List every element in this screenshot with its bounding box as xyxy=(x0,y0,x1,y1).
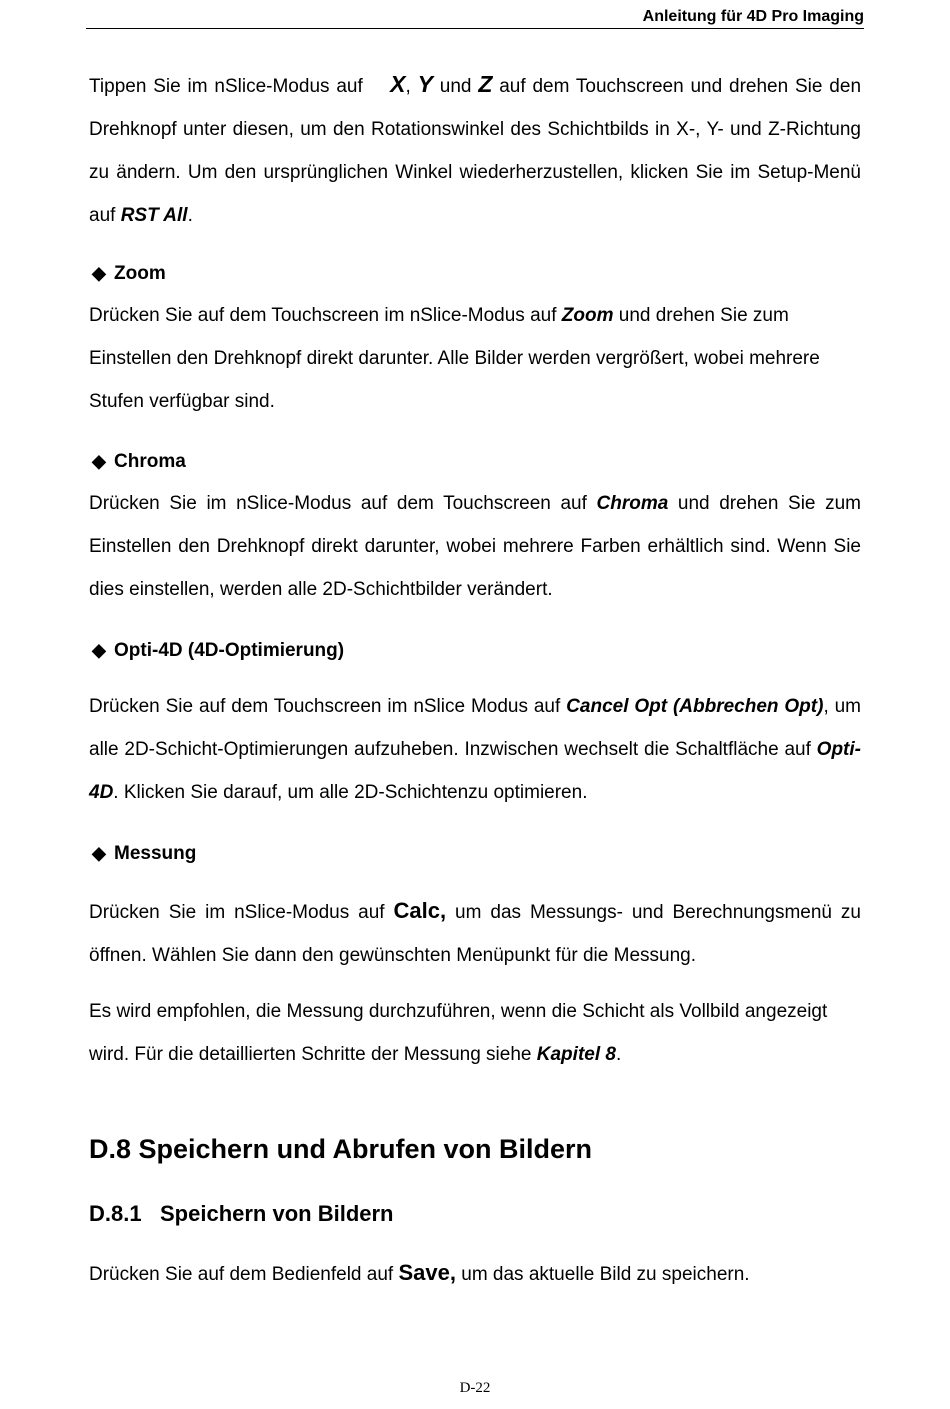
opti-heading xyxy=(92,638,344,663)
opti-4d-ref: Opti-4D xyxy=(89,739,861,803)
text-run: Tippen Sie im nSlice-Modus auf xyxy=(89,76,370,97)
text-run: um das Messungs- und Berechnungsmenü zu öffnen. Wählen Sie dann den gewünschten Menüpunkt für die Messung. xyxy=(89,902,862,966)
heading-text: Zoom xyxy=(114,263,166,284)
diamond-bullet-icon: ◆ xyxy=(92,451,106,471)
zoom-heading xyxy=(92,261,166,286)
text-run: , um alle 2D-Schicht-Optimierungen aufzuheben. Inzwischen wechselt die Schaltfläche auf xyxy=(89,696,862,760)
save-ref: Save, xyxy=(398,1260,456,1285)
text-run: und drehen Sie zum Einstellen den Drehknopf direkt darunter, wobei mehrere Farben erhältlich sind. Wenn Sie dies einstellen, werden alle 2D-Schichtbilder verändert. xyxy=(89,493,861,600)
opti-paragraph xyxy=(89,685,861,814)
text-run: Drücken Sie im nSlice-Modus auf xyxy=(89,902,394,923)
intro-paragraph xyxy=(89,63,861,237)
heading-text: Opti-4D (4D-Optimierung) xyxy=(114,640,345,661)
rst-all-ref: RST All xyxy=(120,205,188,226)
text-run: um das aktuelle Bild zu speichern. xyxy=(455,1264,750,1285)
zoom-paragraph xyxy=(89,294,861,423)
chapter-ref: Kapitel 8 xyxy=(536,1044,616,1065)
text-run: . xyxy=(187,205,193,226)
text-run: auf dem Touchscreen und drehen Sie den Drehknopf unter diesen, um den Rotationswinkel des Schichtbilds in X-, Y- und Z-Richtung zu ändern. Um den ursprünglichen Winkel wiederherzustellen, klicken Sie im Setup-Menü auf xyxy=(89,76,862,226)
diamond-bullet-icon: ◆ xyxy=(92,263,106,283)
calc-ref: Calc, xyxy=(393,898,447,923)
text-run: Drücken Sie auf dem Touchscreen im nSlice Modus auf xyxy=(89,696,567,717)
x-button-ref: X xyxy=(390,71,406,97)
messung-note-paragraph xyxy=(89,990,861,1076)
subsection-number: D.8.1 xyxy=(89,1201,142,1226)
messung-heading xyxy=(92,841,196,866)
subsection-title xyxy=(89,1200,394,1228)
header-title: Anleitung für 4D Pro Imaging xyxy=(642,8,864,25)
text-run: , xyxy=(405,76,418,97)
heading-text: Messung xyxy=(114,843,197,864)
text-run: und drehen Sie zum Einstellen den Drehknopf direkt darunter. Alle Bilder werden vergrößert, wobei mehrere Stufen verfügbar sind. xyxy=(89,305,820,412)
diamond-bullet-icon: ◆ xyxy=(92,640,106,660)
messung-paragraph xyxy=(89,889,861,977)
chroma-ref: Chroma xyxy=(596,493,669,514)
text-run: Drücken Sie im nSlice-Modus auf dem Touchscreen auf xyxy=(89,493,597,514)
chroma-paragraph xyxy=(89,482,861,611)
diamond-bullet-icon: ◆ xyxy=(92,843,106,863)
text-run: Drücken Sie auf dem Touchscreen im nSlice-Modus auf xyxy=(89,305,562,326)
text-run: Drücken Sie auf dem Bedienfeld auf xyxy=(89,1264,399,1285)
chroma-heading xyxy=(92,449,186,474)
subsection-text: Speichern von Bildern xyxy=(160,1201,394,1226)
text-run: . xyxy=(615,1044,622,1065)
page-header xyxy=(86,6,864,29)
text-run: . Klicken Sie darauf, um alle 2D-Schichtenzu optimieren. xyxy=(113,782,588,803)
save-paragraph xyxy=(89,1251,861,1296)
y-button-ref: Y xyxy=(417,71,433,97)
page-number: D-22 xyxy=(459,1380,491,1396)
text-run: Es wird empfohlen, die Messung durchzuführen, wenn die Schicht als Vollbild angezeigt wird. Für die detaillierten Schritte der Messung siehe xyxy=(89,1001,828,1065)
section-title: D.8 Speichern und Abrufen von Bildern xyxy=(89,1134,593,1164)
z-button-ref: Z xyxy=(478,71,493,97)
text-run: und xyxy=(432,76,479,97)
heading-text: Chroma xyxy=(114,451,186,472)
cancel-opt-ref: Cancel Opt (Abbrechen Opt) xyxy=(566,696,824,717)
zoom-ref: Zoom xyxy=(561,305,614,326)
